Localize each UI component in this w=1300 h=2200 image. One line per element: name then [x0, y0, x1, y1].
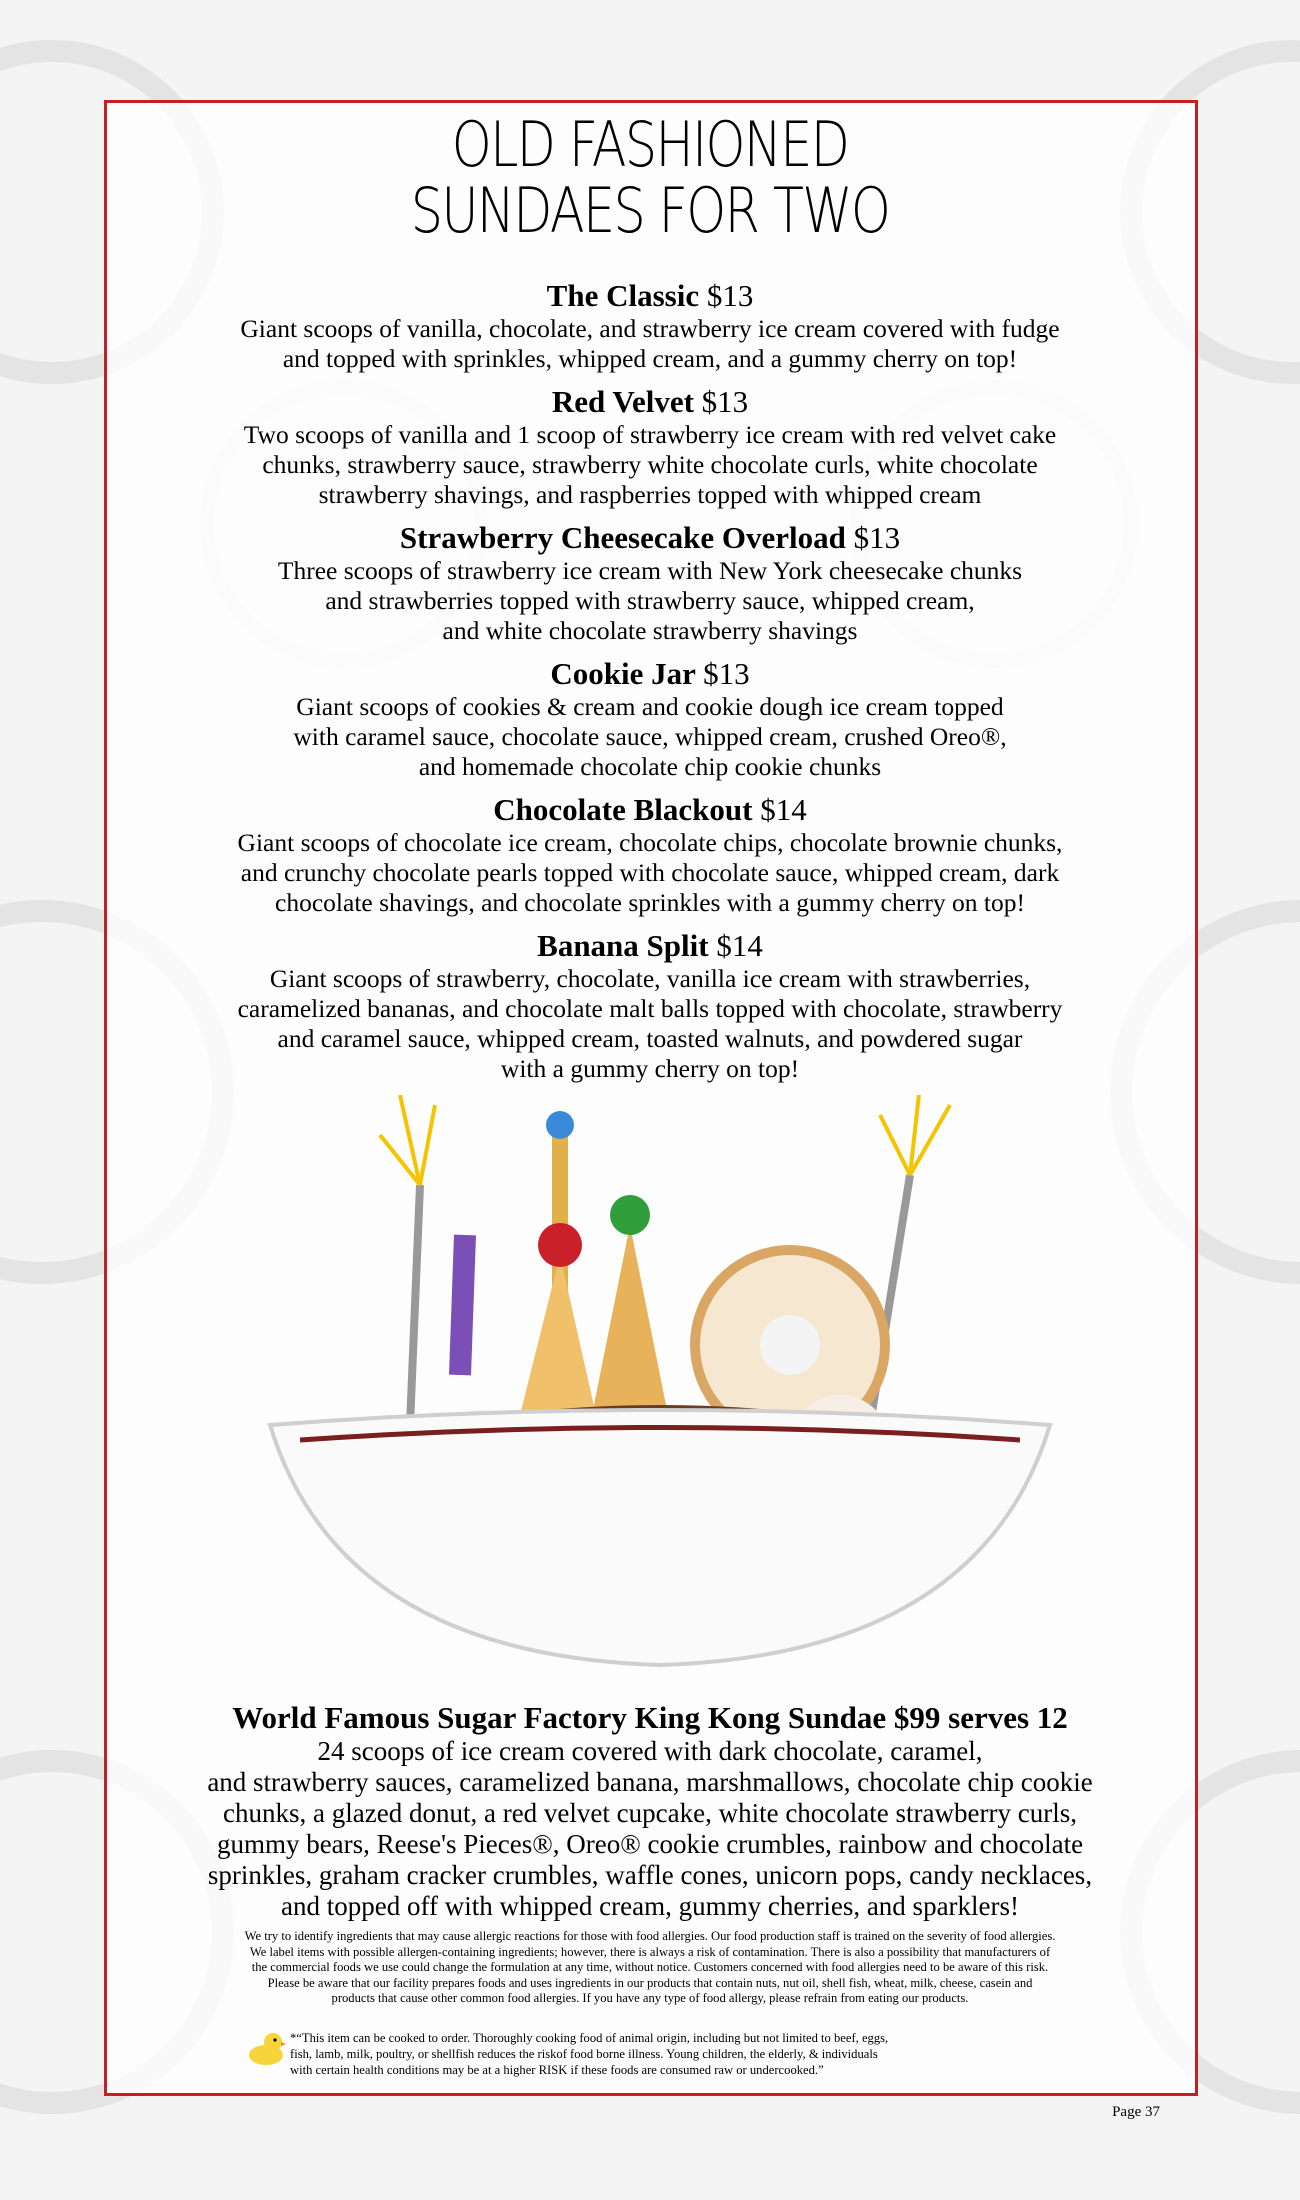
menu-item-chocolate-blackout	[140, 792, 1160, 918]
item-name: Banana Split	[537, 928, 709, 963]
menu-item-strawberry-cheesecake	[140, 520, 1160, 646]
king-kong-description: 24 scoops of ice cream covered with dark chocolate, caramel, and strawberry sauces, caramelized banana, marshmallows, chocolate chip cookie chunks, a glazed donut, a red velvet cupcake, white chocolate strawberry curls, gummy bears, Reese's Pieces®, Oreo® cookie crumbles, rainbow and chocolate sprinkles, graham cracker crumbles, waffle cones, unicorn pops, candy necklaces, and topped off with whipped cream, gummy cherries, and sparklers!	[207, 1736, 1093, 1921]
page-title	[117, 108, 1183, 247]
item-description: Giant scoops of strawberry, chocolate, vanilla ice cream with strawberries, caramelized bananas, and chocolate malt balls topped with chocolate, strawberry and caramel sauce, whipped cream, toasted walnuts, and powdered sugar with a gummy cherry on top!	[237, 964, 1063, 1083]
menu-item-cookie-jar	[140, 656, 1160, 782]
allergy-notice: We try to identify ingredients that may cause allergic reactions for those with food allergies. Our food production staff is trained on the severity of food allergies. We label items with possible allergen-containing ingredients; however, there is always a risk of contamination. There is also a possibility that manufacturers of the commercial foods we use could change the formulation at any time, without notice. Customers concerned with food allergies need to be aware of this risk. Please be aware that our facility prepares foods and uses ingredients in our products that contain nuts, nut oil, shell fish, wheat, milk, cheese, casein and products that cause other common food allergies. If you have any type of food allergy, please refrain from eating our products.	[244, 1929, 1056, 2005]
item-description: Two scoops of vanilla and 1 scoop of strawberry ice cream with red velvet cake chunks, strawberry sauce, strawberry white chocolate curls, white chocolate strawberry shavings, and raspberries topped with whipped cream	[243, 420, 1057, 509]
item-price: $13	[701, 384, 749, 419]
menu-item-classic	[140, 278, 1160, 374]
item-price: $14	[716, 928, 763, 963]
page-number: Page 37	[1112, 2104, 1160, 2120]
item-name: Red Velvet	[551, 384, 694, 419]
item-name: Chocolate Blackout	[493, 792, 753, 827]
item-name: The Classic	[546, 278, 700, 313]
undercooked-warning: *“This item can be cooked to order. Thoroughly cooking food of animal origin, including but not limited to beef, eggs, fish, lamb, milk, poultry, or shellfish reduces the riskof food borne illness. Young children, the elderly, & individuals with certain health conditions may be at a higher RISK if these foods are consumed raw or undercooked.”	[290, 2031, 889, 2077]
item-description: Giant scoops of cookies & cream and cookie dough ice cream topped with caramel sauce, chocolate sauce, whipped cream, crushed Oreo®, and homemade chocolate chip cookie chunks	[293, 692, 1007, 781]
item-description: Three scoops of strawberry ice cream with New York cheesecake chunks and strawberries topped with strawberry sauce, whipped cream, and white chocolate strawberry shavings	[277, 556, 1023, 645]
king-kong-sundae-photo	[260, 1095, 1060, 1685]
sundae-list	[140, 278, 1160, 1094]
item-name: Strawberry Cheesecake Overload	[399, 520, 846, 555]
king-kong-heading: World Famous Sugar Factory King Kong Sundae $99 serves 12	[232, 1700, 1068, 1735]
title-line-1: OLD FASHIONED	[451, 108, 849, 181]
item-name: Cookie Jar	[550, 656, 696, 691]
king-kong-sundae	[120, 1700, 1180, 1922]
item-price: $13	[703, 656, 750, 691]
item-price: $14	[760, 792, 807, 827]
item-price: $13	[706, 278, 754, 313]
title-line-2: SUNDAES FOR TWO	[410, 174, 890, 247]
item-description: Giant scoops of chocolate ice cream, chocolate chips, chocolate brownie chunks, and crunchy chocolate pearls topped with chocolate sauce, whipped cream, dark chocolate shavings, and chocolate sprinkles with a gummy cherry on top!	[237, 828, 1063, 917]
item-description: Giant scoops of vanilla, chocolate, and strawberry ice cream covered with fudge and topped with sprinkles, whipped cream, and a gummy cherry on top!	[240, 314, 1060, 373]
menu-item-banana-split	[140, 928, 1160, 1084]
item-price: $13	[853, 520, 901, 555]
rubber-duck-icon	[246, 2030, 286, 2066]
menu-item-red-velvet	[140, 384, 1160, 510]
